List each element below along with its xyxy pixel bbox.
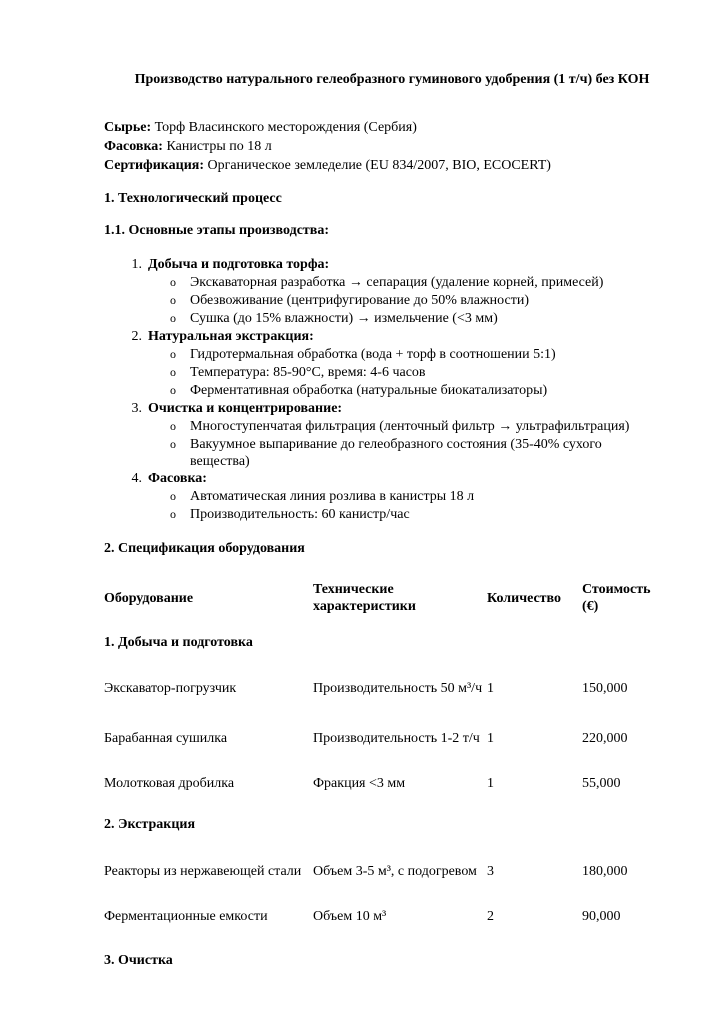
cell-equipment: Ферментационные емкости <box>104 909 268 924</box>
bullet-circle-icon: o <box>170 293 176 307</box>
process-step-item-text: Температура: 85-90°C, время: 4-6 часов <box>190 365 426 380</box>
process-step-item <box>104 418 664 436</box>
bullet-circle-icon: o <box>170 275 176 289</box>
process-step-item <box>104 274 664 292</box>
process-step-item <box>104 292 664 310</box>
process-step <box>104 256 664 274</box>
meta-pack-label: Фасовка: <box>104 139 163 154</box>
process-step-item-text: Производительность: 60 канистр/час <box>190 507 410 522</box>
table-group-row <box>104 936 664 984</box>
subsection-heading-stages: 1.1. Основные этапы производства: <box>104 223 330 238</box>
cell-quantity: 1 <box>487 731 494 746</box>
process-steps-list <box>104 256 664 524</box>
meta-raw-material <box>104 119 664 138</box>
equipment-table-body <box>104 621 664 984</box>
bullet-circle-icon: o <box>170 311 176 325</box>
process-step-number: 2. <box>131 329 142 344</box>
equipment-table <box>104 575 664 984</box>
bullet-circle-icon: o <box>170 383 176 397</box>
bullet-circle-icon: o <box>170 507 176 521</box>
cell-cost: 180,000 <box>582 864 628 879</box>
bullet-circle-icon: o <box>170 437 176 451</box>
process-step-label: Очистка и концентрирование: <box>148 401 343 416</box>
meta-cert-value: Органическое земледелие (EU 834/2007, BIO, ECOCERT) <box>204 158 551 173</box>
meta-cert-label: Сертификация: <box>104 158 205 173</box>
cell-quantity: 1 <box>487 680 494 696</box>
process-step-label: Натуральная экстракция: <box>148 329 314 344</box>
table-row <box>104 897 664 936</box>
process-step-label: Добыча и подготовка торфа: <box>148 257 330 272</box>
process-step-item-text: Экскаваторная разработка → сепарация (удаление корней, примесей) <box>190 275 604 290</box>
section-heading-process: 1. Технологический процесс <box>104 191 282 206</box>
process-step-item-text: Вакуумное выпаривание до гелеобразного состояния (35-40% сухого вещества) <box>190 437 602 469</box>
process-step-item-text: Сушка (до 15% влажности) → измельчение (<3 мм) <box>190 311 498 326</box>
cell-cost: 220,000 <box>582 731 628 746</box>
header-quantity: Количество <box>487 590 562 606</box>
process-step-number: 1. <box>131 257 142 272</box>
table-row <box>104 663 664 713</box>
document-title: Производство натурального гелеобразного гуминового удобрения (1 т/ч) без КОН <box>134 72 650 87</box>
cell-cost: 55,000 <box>582 776 621 791</box>
process-step-item-text: Ферментативная обработка (натуральные биокатализаторы) <box>190 383 548 398</box>
header-specs: Технические характеристики <box>313 582 416 614</box>
process-step-item <box>104 382 664 400</box>
process-step-label: Фасовка: <box>148 471 207 486</box>
cell-equipment: Экскаватор-погрузчик <box>104 680 237 696</box>
process-step-item <box>104 346 664 364</box>
cell-cost: 90,000 <box>582 909 621 924</box>
meta-raw-label: Сырье: <box>104 120 152 135</box>
table-row <box>104 713 664 764</box>
cell-specs: Фракция <3 мм <box>313 776 406 791</box>
meta-certification <box>104 157 664 176</box>
process-step <box>104 400 664 418</box>
cell-specs: Объем 10 м³ <box>313 909 387 924</box>
cell-cost: 150,000 <box>582 680 628 696</box>
process-step-item <box>104 310 664 328</box>
cell-quantity: 3 <box>487 864 494 879</box>
process-step-item <box>104 364 664 382</box>
process-step-item <box>104 488 664 506</box>
process-step-item-text: Гидротермальная обработка (вода + торф в соотношении 5:1) <box>190 347 556 362</box>
meta-pack-value: Канистры по 18 л <box>162 139 272 154</box>
bullet-circle-icon: o <box>170 347 176 361</box>
table-header-row <box>104 575 664 621</box>
table-row <box>104 764 664 803</box>
process-step-number: 4. <box>131 471 142 486</box>
cell-quantity: 2 <box>487 909 494 924</box>
process-step-item-text: Многоступенчатая фильтрация (ленточный фильтр → ультрафильтрация) <box>190 419 630 434</box>
table-row <box>104 846 664 897</box>
process-step-item-text: Автоматическая линия розлива в канистры 18 л <box>190 489 475 504</box>
table-group-title: 1. Добыча и подготовка <box>104 634 253 650</box>
bullet-circle-icon: o <box>170 365 176 379</box>
cell-equipment: Реакторы из нержавеющей стали <box>104 864 302 879</box>
cell-specs: Производительность 1-2 т/ч <box>313 731 480 746</box>
table-group-title: 3. Очистка <box>104 952 173 968</box>
process-step <box>104 328 664 346</box>
bullet-circle-icon: o <box>170 419 176 433</box>
header-cost: Стоимость (€) <box>582 582 651 614</box>
cell-specs: Объем 3-5 м³, с подогревом <box>313 864 477 879</box>
process-step-number: 3. <box>131 401 142 416</box>
process-step-item-text: Обезвоживание (центрифугирование до 50% влажности) <box>190 293 529 308</box>
bullet-circle-icon: o <box>170 489 176 503</box>
cell-quantity: 1 <box>487 776 494 791</box>
table-group-row <box>104 621 664 663</box>
section-heading-equipment: 2. Спецификация оборудования <box>104 541 305 556</box>
document-meta <box>104 119 664 176</box>
table-group-row <box>104 803 664 846</box>
process-step-item <box>104 506 664 524</box>
cell-specs: Производительность 50 м³/ч <box>313 680 483 696</box>
process-step-item <box>104 436 664 470</box>
header-equipment: Оборудование <box>104 590 194 606</box>
process-step <box>104 470 664 488</box>
cell-equipment: Барабанная сушилка <box>104 731 228 746</box>
cell-equipment: Молотковая дробилка <box>104 776 235 791</box>
meta-packaging <box>104 138 664 157</box>
meta-raw-value: Торф Власинского месторождения (Сербия) <box>151 120 417 135</box>
table-group-title: 2. Экстракция <box>104 817 196 832</box>
